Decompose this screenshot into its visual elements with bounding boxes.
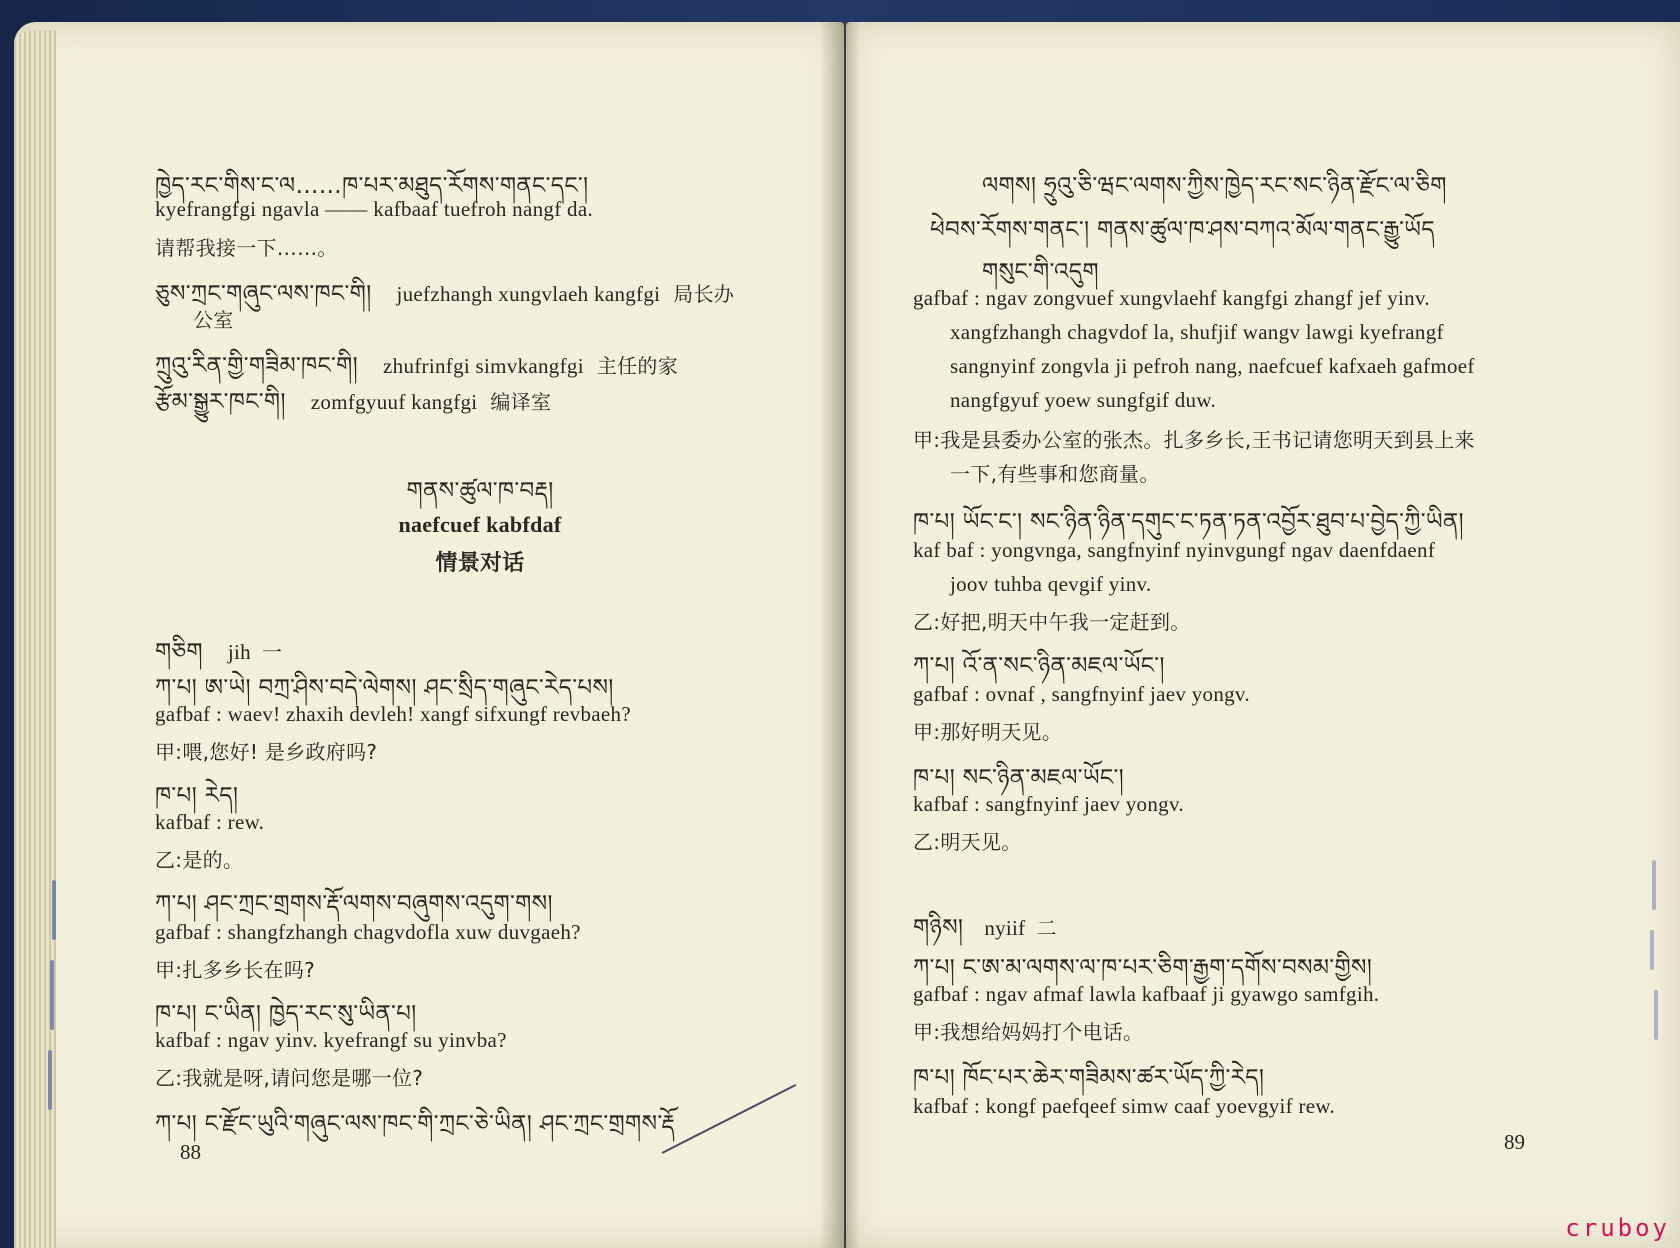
tibetan-term: རྩོམ་སྒྱུར་ཁང་གི། xyxy=(155,389,286,415)
tibetan-line: གསུང་གི་འདུག xyxy=(982,259,1099,285)
chinese-number: 一 xyxy=(261,640,283,664)
latin-line: kafbaf : sangfnyinf jaev yongv. xyxy=(913,792,1184,816)
tibetan-line: ཀ་པ། འོ་ན་སང་ཉིན་མཇལ་ཡོང་། xyxy=(913,653,1165,679)
tibetan-line: ལགས། ཧྲུའུ་ཅི་ཝང་ལགས་ཀྱིས་ཁྱེད་རང་སང་ཉིན་རྫོང་ལ་ཅིག xyxy=(982,173,1447,199)
latin-line: gafbaf : ngav zongvuef xungvlaehf kangfgi zhangf jef yinv. xyxy=(913,286,1430,310)
margin-pen-mark xyxy=(1650,930,1654,970)
tibetan-line: ཁྱེད་རང་གིས་ང་ལ……ཁ་པར་མཐུད་རོགས་གནང་དང་། xyxy=(155,173,589,199)
margin-pen-mark xyxy=(50,960,54,1030)
margin-pen-mark xyxy=(1652,860,1656,910)
tibetan-line: ཀ་པ། ང་རྫོང་ཡུའི་གཞུང་ལས་ཁང་གི་ཀྲང་ཅེ་ཡིན། ཤང་ཀྲང་གྲགས་རྡོ xyxy=(155,1111,675,1137)
tibetan-term: ཅུས་ཀྲང་གཞུང་ལས་ཁང་གི། xyxy=(155,281,372,307)
margin-pen-mark xyxy=(48,1050,52,1110)
chinese-term: 编译室 xyxy=(490,390,552,414)
latin-line: gafbaf : waev! zhaxih devleh! xangf sifxungf revbaeh? xyxy=(155,702,631,726)
tibetan-line: ཀ་པ། ང་ཨ་མ་ལགས་ལ་ཁ་པར་ཅིག་རྒྱག་དགོས་བསམ་གྱིས། xyxy=(913,955,1373,981)
section-heading-latin: naefcuef kabfdaf xyxy=(398,512,562,537)
book-gutter xyxy=(820,22,860,1248)
tibetan-line: ཀ་པ། ཨ་ཡེ། བཀྲ་ཤིས་བདེ་ལེགས། ཤང་སྲིད་གཞུང་རེད་པས། xyxy=(155,675,614,701)
latin-line: kafbaf : rew. xyxy=(155,810,265,834)
latin-term: juefzhangh xungvlaeh kangfgi xyxy=(396,282,661,306)
tibetan-number: གཅིག xyxy=(155,639,203,665)
latin-term: zomfgyuuf kangfgi xyxy=(310,390,478,414)
tibetan-term: ཀྲུའུ་རིན་གྱི་གཟིམ་ཁང་གི། xyxy=(155,353,359,379)
latin-line: sangnyinf zongvla ji pefroh nang, naefcuef kafxaeh gafmoef xyxy=(950,354,1475,378)
latin-term: zhufrinfgi simvkangfgi xyxy=(383,354,584,378)
chinese-line: 公室 xyxy=(193,308,234,332)
chinese-line: 一下,有些事和您商量。 xyxy=(950,462,1160,486)
tibetan-line: ཁ་པ། སང་ཉིན་མཇལ་ཡོང་། xyxy=(913,765,1125,791)
chinese-line: 甲:那好明天见。 xyxy=(913,720,1063,744)
chinese-line: 乙:我就是呀,请问您是哪一位? xyxy=(155,1066,424,1090)
page-number: 89 xyxy=(1504,1130,1525,1154)
section-heading-chinese: 情景对话 xyxy=(435,551,525,576)
chinese-line: 甲:扎多乡长在吗? xyxy=(155,958,316,982)
chinese-line: 甲:我想给妈妈打个电话。 xyxy=(913,1020,1144,1044)
latin-line: nangfgyuf yoew sungfgif duw. xyxy=(950,388,1216,412)
vocab-line xyxy=(155,376,551,441)
tibetan-line: ཀ་པ། ཤང་ཀྲང་གྲགས་རྡོ་ལགས་བཞུགས་འདུག་གས། xyxy=(155,891,553,917)
margin-pen-mark xyxy=(52,880,56,940)
chinese-line: 请帮我接一下……。 xyxy=(155,236,338,260)
latin-line: gafbaf : ovnaf , sangfnyinf jaev yongv. xyxy=(913,682,1250,706)
tibetan-line: ཁ་པ། ཡོང་ང་། སང་ཉིན་ཉིན་དགུང་ང་ཏན་ཏན་འབྱོར་ཐུབ་པ་བྱེད་ཀྱི་ཡིན། xyxy=(913,509,1464,535)
latin-number: nyiif xyxy=(984,916,1026,940)
chinese-line: 甲:我是县委办公室的张杰。扎多乡长,王书记请您明天到县上来 xyxy=(913,428,1475,452)
margin-pen-mark xyxy=(1654,990,1658,1040)
watermark: cruboy xyxy=(1565,1214,1670,1242)
vocab-line xyxy=(155,268,734,333)
latin-number: jih xyxy=(227,640,251,664)
chinese-number: 二 xyxy=(1036,916,1057,940)
chinese-line: 乙:是的。 xyxy=(155,848,244,872)
latin-line: gafbaf : shangfzhangh chagvdofla xuw duvgaeh? xyxy=(155,920,581,944)
latin-line: kafbaf : kongf paefqeef simw caaf yoevgyif rew. xyxy=(913,1094,1336,1118)
chinese-line: 乙:明天见。 xyxy=(913,830,1022,854)
chinese-line: 乙:好把,明天中午我一定赶到。 xyxy=(913,610,1191,634)
chinese-term: 主任的家 xyxy=(596,354,679,378)
tibetan-line: ཕེབས་རོགས་གནང་། གནས་ཚུལ་ཁ་ཤས་བཀའ་མོལ་གནང་རྒྱུ་ཡོད xyxy=(930,217,1435,243)
tibetan-line: ཁ་པ། རེད། xyxy=(155,783,239,809)
tibetan-line: ཁ་པ། ཁོང་པར་ཆེར་གཟིམས་ཚར་ཡོད་ཀྱི་རེད། xyxy=(913,1065,1265,1091)
page-number: 88 xyxy=(180,1140,201,1164)
tibetan-number: གཉིས། xyxy=(913,915,964,941)
section-heading-tibetan: གནས་ཚུལ་ཁ་བརྡ། xyxy=(406,478,554,504)
latin-line: joov tuhba qevgif yinv. xyxy=(950,572,1152,596)
latin-line: gafbaf : ngav afmaf lawla kafbaaf ji gyawgo samfgih. xyxy=(913,982,1380,1006)
latin-line: kafbaf : ngav yinv. kyefrangf su yinvba? xyxy=(155,1028,507,1052)
chinese-term: 局长办 xyxy=(673,282,735,306)
latin-line: xangfzhangh chagvdof la, shufjif wangv lawgi kyefrangf xyxy=(950,320,1444,344)
latin-line: kyefrangfgi ngavla —— kafbaaf tuefroh nangf da. xyxy=(155,197,594,221)
chinese-line: 甲:喂,您好! 是乡政府吗? xyxy=(155,740,378,764)
tibetan-line: ཁ་པ། ང་ཡིན། ཁྱེད་རང་སུ་ཡིན་པ། xyxy=(155,1001,417,1027)
latin-line: kaf baf : yongvnga, sangfnyinf nyinvgungf ngav daenfdaenf xyxy=(913,538,1436,562)
